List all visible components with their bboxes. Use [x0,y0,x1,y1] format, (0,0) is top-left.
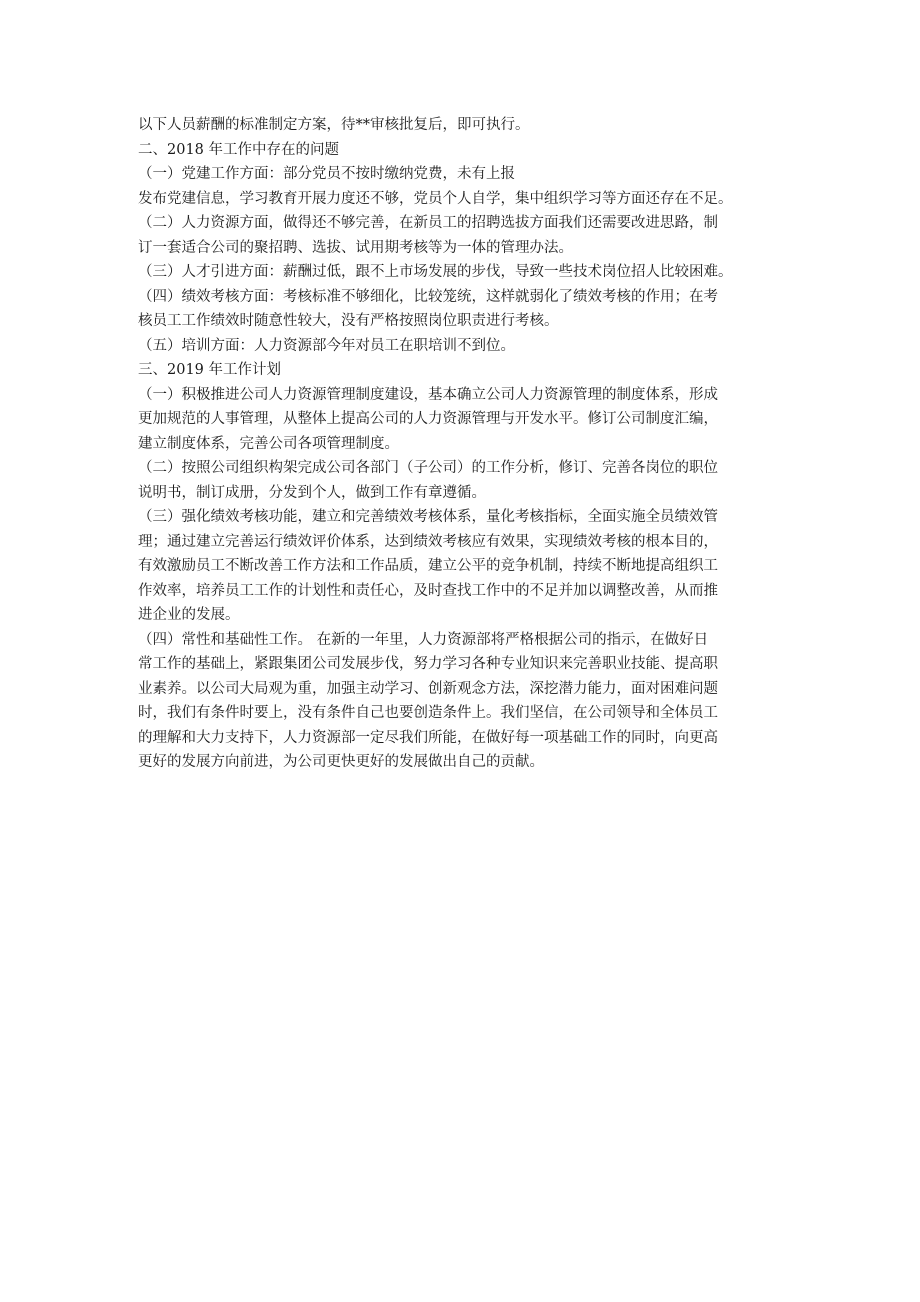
text-line: 业素养。以公司大局观为重，加强主动学习、创新观念方法，深挖潜力能力，面对困难问题 [138,680,718,697]
text-line: 更加规范的人事管理，从整体上提高公司的人力资源管理与开发水平。修订公司制度汇编， [138,411,718,427]
text-line: （三）强化绩效考核功能，建立和完善绩效考核体系，量化考核指标，全面实施全员绩效管 [138,509,718,525]
text-line: 说明书，制订成册，分发到个人，做到工作有章遵循。 [138,484,486,501]
text-line: （三）人才引进方面：薪酬过低，跟不上市场发展的步伐，导致一些技术岗位招人比较困难。 [138,264,733,280]
text-line: （五）培训方面：人力资源部今年对员工在职培训不到位。 [138,337,515,354]
text-line: 作效率，培养员工工作的计划性和责任心，及时查找工作中的不足并加以调整改善，从而推 [138,582,718,599]
text-line: 有效激励员工不断改善工作方法和工作品质，建立公平的竞争机制，持续不断地提高组织工 [138,558,718,574]
text-line: （二）按照公司组织构架完成公司各部门（子公司）的工作分析，修订、完善各岗位的职位 [138,460,718,476]
text-line: 时，我们有条件时要上，没有条件自己也要创造条件上。我们坚信，在公司领导和全体员工 [138,705,718,721]
text-line: 的理解和大力支持下，人力资源部一定尽我们所能，在做好每一项基础工作的同时，向更高 [138,729,718,746]
document-body [138,113,788,775]
text-line: （一）积极推进公司人力资源管理制度建设，基本确立公司人力资源管理的制度体系，形成 [138,386,718,403]
text-line: 订一套适合公司的聚招聘、选拔、试用期考核等为一体的管理办法。 [138,239,573,256]
text-line: （二）人力资源方面，做得还不够完善，在新员工的招聘选拔方面我们还需要改进思路，制 [138,215,718,231]
text-line: （四）常性和基础性工作。 在新的一年里，人力资源部将严格根据公司的指示，在做好日 [138,631,709,648]
text-line: （四）绩效考核方面：考核标准不够细化，比较笼统，这样就弱化了绩效考核的作用；在考 [138,288,718,305]
text-line: （一）党建工作方面：部分党员不按时缴纳党费，未有上报 [138,166,515,182]
text-line: 建立制度体系，完善公司各项管理制度。 [138,435,399,452]
text-line: 更好的发展方向前进，为公司更快更好的发展做出自己的贡献。 [138,754,544,770]
section-heading: 二、2018 年工作中存在的问题 [138,141,340,158]
text-line: 常工作的基础上，紧跟集团公司发展步伐，努力学习各种专业知识来完善职业技能、提高职 [138,656,718,672]
text-line: 理；通过建立完善运行绩效评价体系，达到绩效考核应有效果，实现绩效考核的根本目的， [138,533,718,550]
text-line: 核员工工作绩效时随意性较大，没有严格按照岗位职责进行考核。 [138,313,559,329]
text-line: 以下人员薪酬的标准制定方案，待**审核批复后，即可执行。 [138,117,530,133]
text-line: 发布党建信息，学习教育开展力度还不够，党员个人自学，集中组织学习等方面还存在不足。 [138,190,733,207]
text-line: 进企业的发展。 [138,607,240,623]
section-heading: 三、2019 年工作计划 [138,362,282,378]
